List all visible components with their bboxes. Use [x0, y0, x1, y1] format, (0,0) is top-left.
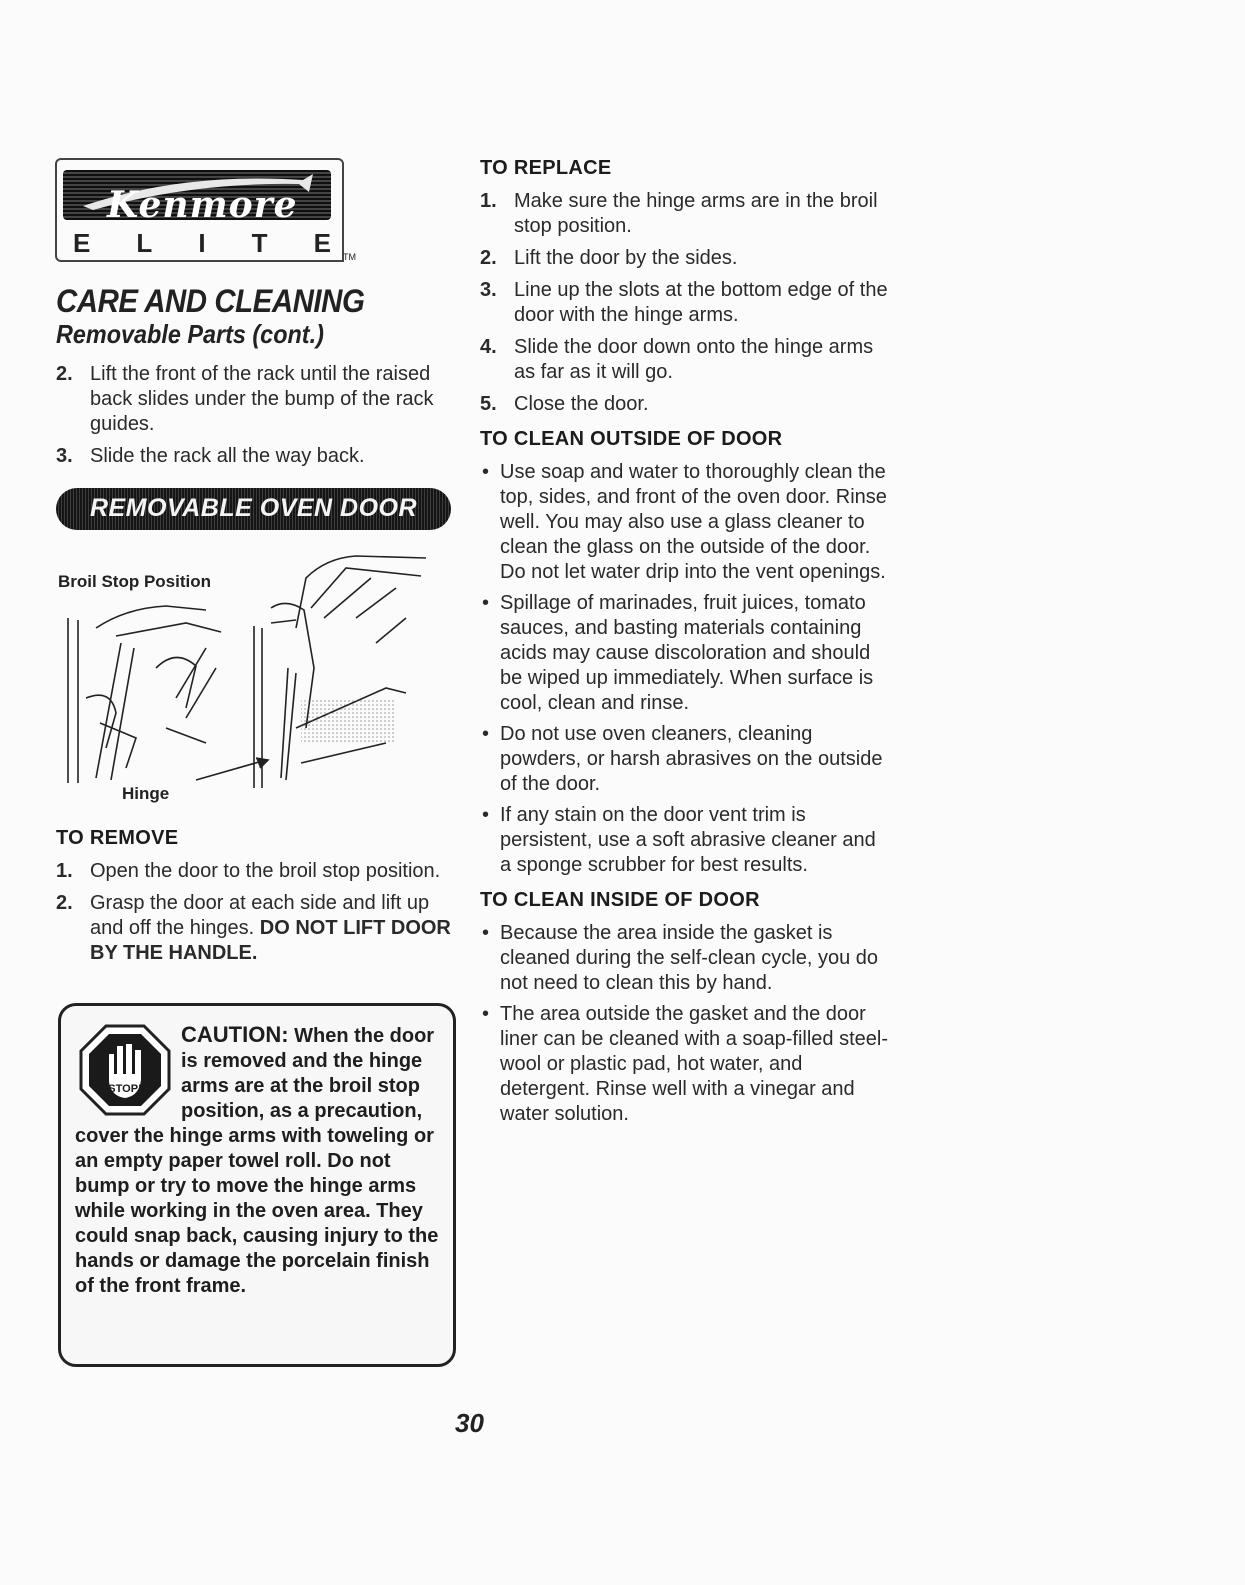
logo-letter: E [313, 228, 333, 258]
step-text: Slide the rack all the way back. [90, 445, 365, 467]
step-number: 1. [480, 190, 497, 212]
list-item [56, 444, 451, 469]
step-number: 3. [480, 279, 497, 301]
page-subtitle: Removable Parts (cont.) [56, 319, 324, 349]
step-text: Close the door. [514, 393, 649, 415]
list-item: • Because the area inside the gasket is cleaned during the self-clean cycle, you do not need to clean this by hand. [480, 921, 890, 996]
step-number: 5. [480, 393, 497, 415]
caution-box [58, 1003, 456, 1367]
logo-elite [73, 228, 333, 259]
caution-body: When the door is removed and the hinge arms are at the broil stop position, as a precaution, cover the hinge arms with toweling or an empty paper towel roll. Do not bump or try to move the hinge arms while working in the oven area. They could snap back, causing injury to the hands or damage the porcelain finish of the front frame. [75, 1025, 439, 1297]
list-item [480, 278, 890, 328]
banner-title: REMOVABLE OVEN DOOR [89, 494, 418, 522]
list-item [480, 335, 890, 385]
list-item [56, 891, 451, 966]
rack-steps-section [56, 362, 451, 476]
step-text: Open the door to the broil stop position. [90, 860, 441, 882]
list-item [480, 392, 890, 417]
logo-letter: I [198, 228, 208, 258]
logo-letter: E [73, 228, 93, 258]
step-text: Line up the slots at the bottom edge of the door with the hinge arms. [514, 279, 888, 326]
list-item: • Do not use oven cleaners, cleaning powders, or harsh abrasives on the outside of the door. [480, 722, 890, 797]
section-heading: TO CLEAN INSIDE OF DOOR [480, 889, 760, 911]
step-number: 3. [56, 445, 73, 467]
remove-section [56, 826, 451, 973]
list-item [480, 246, 890, 271]
logo-brand: Kenmore [107, 184, 298, 226]
kenmore-elite-logo [55, 158, 355, 273]
step-number: 2. [56, 892, 73, 914]
section-heading: TO REPLACE [480, 157, 612, 179]
page-number: 30 [455, 1408, 484, 1438]
step-number: 2. [56, 363, 73, 385]
list-item: • If any stain on the door vent trim is persistent, use a soft abrasive cleaner and a sponge scrubber for best results. [480, 803, 890, 878]
step-number: 2. [480, 247, 497, 269]
logo-letter: L [136, 228, 155, 258]
list-item [56, 362, 451, 437]
list-item [480, 189, 890, 239]
step-text: Lift the door by the sides. [514, 247, 738, 269]
oven-door-illustration [56, 548, 451, 810]
step-text: Grasp the door at each side and lift up and off the hinges. [90, 892, 430, 939]
caution-title: CAUTION: [181, 1022, 289, 1047]
figure-label-broil-stop: Broil Stop Position [58, 572, 211, 591]
list-item [56, 859, 451, 884]
logo-tm: TM [343, 252, 356, 262]
logo-letter: T [251, 228, 270, 258]
stop-hand-icon [79, 1024, 171, 1116]
step-number: 1. [56, 860, 73, 882]
list-item: • Use soap and water to thoroughly clean the top, sides, and front of the oven door. Rinse well. You may also use a glass cleaner to clean the glass on the outside of the door. Do not let water drip into the vent openings. [480, 460, 890, 585]
list-item: • Spillage of marinades, fruit juices, tomato sauces, and basting materials containing acids may cause discoloration and should be wiped up immediately. When surface is cool, clean and rinse. [480, 591, 890, 716]
right-column [480, 156, 890, 1133]
figure-label-hinge: Hinge [122, 784, 170, 803]
section-banner [56, 488, 451, 530]
list-item: • The area outside the gasket and the door liner can be cleaned with a soap-filled steel-wool or plastic pad, hot water, and detergent. Rinse well with a vinegar and water solution. [480, 1002, 890, 1127]
section-heading: TO CLEAN OUTSIDE OF DOOR [480, 428, 783, 450]
step-number: 4. [480, 336, 497, 358]
step-text: Lift the front of the rack until the raised back slides under the bump of the rack guides. [90, 363, 434, 435]
step-text: Make sure the hinge arms are in the broil stop position. [514, 190, 878, 237]
stop-label: STOP! [108, 1083, 142, 1095]
warning-text: DO NOT LIFT DOOR BY THE HANDLE. [90, 917, 451, 964]
step-text: Slide the door down onto the hinge arms as far as it will go. [514, 336, 874, 383]
section-heading: TO REMOVE [56, 827, 179, 849]
page-title: CARE AND CLEANING [56, 283, 365, 319]
